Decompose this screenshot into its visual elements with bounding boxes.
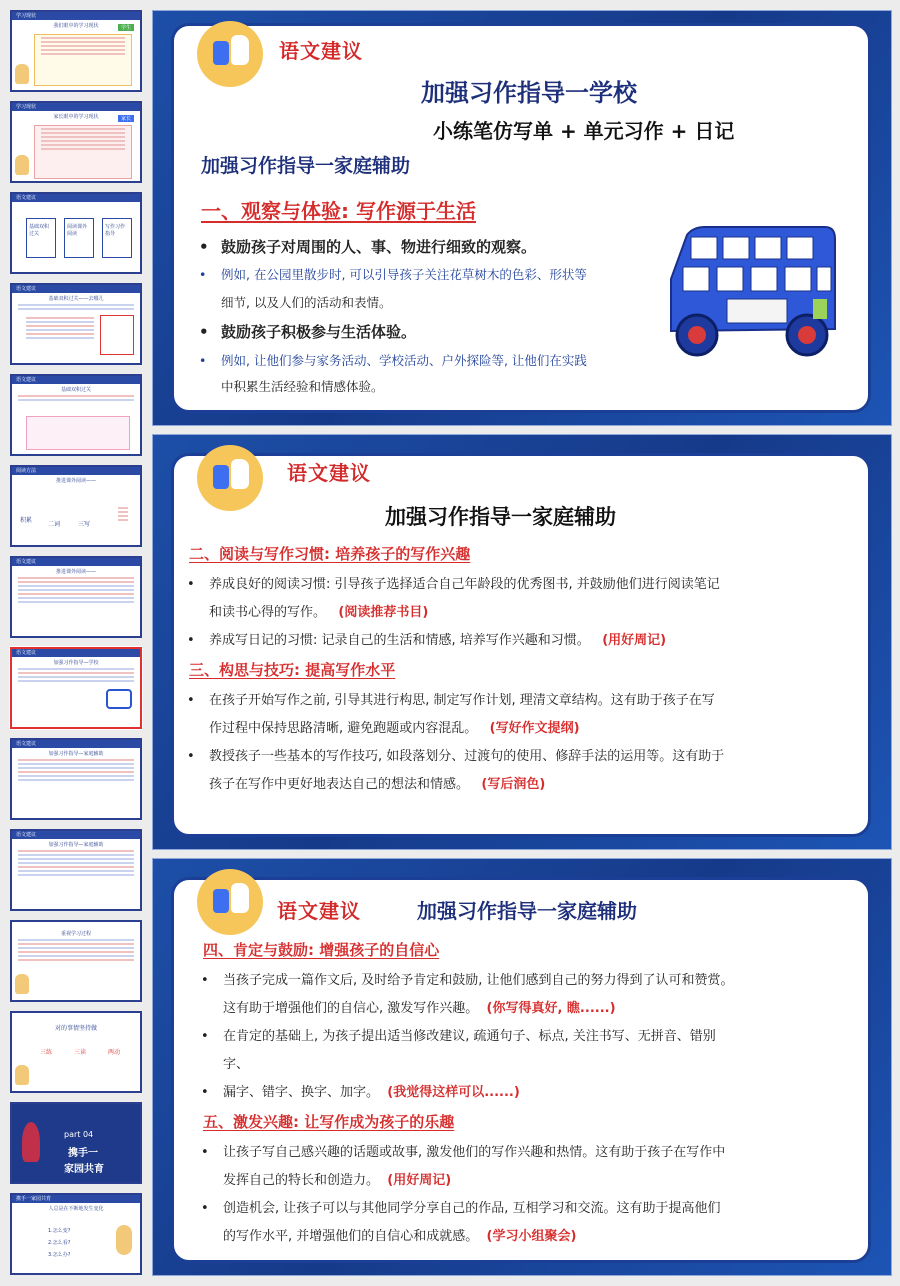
thumb-header: 语文建议 [12, 831, 140, 839]
example-line-cont: 中积累生活经验和情感体验。 [221, 379, 384, 394]
bullet-item: • 让孩子写自己感兴趣的话题或故事, 激发他们的写作兴趣和热情。这有助于孩子在写作中 [201, 1145, 726, 1160]
thumb-card [34, 34, 132, 86]
thumb-header: 携手一家园共育 [12, 1195, 140, 1203]
little-prince-icon [116, 1225, 132, 1255]
red-section-heading: 二、阅读与写作习惯: 培养孩子的写作兴趣 [189, 545, 471, 563]
thumb-text-block [112, 505, 134, 543]
thumb-title: 家长眼中的学习现状 [53, 114, 99, 120]
slide-thumbnail-6[interactable] [10, 465, 142, 547]
thumb-header: 语文建议 [12, 376, 140, 384]
slide-thumbnail-11[interactable] [10, 920, 142, 1002]
cartoon-child-icon [15, 974, 29, 994]
thumb-item: 二词 [48, 521, 61, 528]
slide-thumbnail-4[interactable] [10, 283, 142, 365]
rose-icon [22, 1122, 40, 1162]
part-label: part 04 [64, 1130, 94, 1139]
thumb-box: 阅读课外阅读 [64, 218, 94, 258]
bullet-item: • 在孩子开始写作之前, 引导其进行构思, 制定写作计划, 理清文章结构。这有助于孩子在写 [187, 693, 715, 708]
cartoon-child-icon [15, 1065, 29, 1085]
thumb-header: 学习现状 [12, 103, 140, 111]
thumb-header: 语文建议 [12, 740, 140, 748]
thumb-title: 加强习作指导—家庭辅助 [48, 842, 104, 848]
cartoon-child-icon [15, 155, 29, 175]
thumb-text-block [20, 315, 100, 359]
slide-thumbnail-2[interactable] [10, 101, 142, 183]
red-section-heading: 五、激发兴趣: 让写作成为孩子的乐趣 [203, 1113, 455, 1131]
subheadline: 小练笔仿写单 + 单元习作 + 日记 [433, 119, 735, 143]
thumb-box: 三练 [40, 1049, 53, 1056]
slide-thumbnail-7[interactable] [10, 556, 142, 638]
thumb-card [26, 416, 130, 450]
bullet-item: • 养成良好的阅读习惯: 引导孩子选择适合自己年龄段的优秀图书, 并鼓励他们进行阅读笔记 [187, 577, 720, 592]
slide-thumbnail-3[interactable] [10, 192, 142, 274]
thumb-item: 积累 [20, 517, 33, 524]
slide-thumbnail-9[interactable] [10, 738, 142, 820]
red-section-heading: 三、构思与技巧: 提高写作水平 [189, 661, 396, 679]
section-title: 加强习作指导一家庭辅助 [201, 155, 411, 177]
thumb-line: 3.怎么办? [48, 1252, 71, 1258]
slide-thumbnail-1[interactable] [10, 10, 142, 92]
example-line-cont: 细节, 以及人们的活动和表情。 [221, 295, 392, 310]
bullet-item-cont: 的写作水平, 并增强他们的自信心和成就感。 (学习小组聚会) [223, 1229, 577, 1244]
bullet-item-cont: 和读书心得的写作。 (阅读推荐书目) [209, 605, 429, 620]
bullet-item: • 鼓励孩子积极参与生活体验。 [199, 323, 417, 341]
bullet-item: • 养成写日记的习惯: 记录自己的生活和情感, 培养写作兴趣和习惯。 (用好周记) [187, 633, 667, 648]
thumb-note [100, 315, 134, 355]
thumb-box: 两动 [108, 1049, 121, 1056]
thumb-card [34, 125, 132, 179]
thumb-header: 学习现状 [12, 12, 140, 20]
bullet-item: • 在肯定的基础上, 为孩子提出适当修改建议, 疏通句子、标点, 关注书写、无拼音、错别 [201, 1029, 716, 1044]
slide-2 [152, 434, 892, 850]
red-section-heading: 一、观察与体验: 写作源于生活 [201, 199, 476, 223]
thumb-subtitle: 家园共育 [64, 1164, 104, 1175]
slide-thumbnail-5[interactable] [10, 374, 142, 456]
thumb-line: 1.怎么变? [48, 1228, 71, 1234]
example-line: • 例如, 让他们参与家务活动、学校活动、户外探险等, 让他们在实践 [199, 353, 587, 368]
thumb-tag: 学生 [118, 24, 134, 31]
bus-drawing-icon [657, 219, 841, 367]
thumb-title: 基础双积过关——去哪儿 [48, 296, 104, 302]
slide-thumbnail-8-selected[interactable] [10, 647, 142, 729]
red-section-heading: 四、肯定与鼓励: 增强孩子的自信心 [203, 941, 440, 959]
thumb-title: 我们眼中的学习现状 [53, 23, 99, 29]
thumbs-up-badge-icon [197, 21, 263, 87]
thumb-title: 重视学习过程 [60, 931, 91, 937]
kicker-title: 语文建议 [277, 899, 361, 923]
thumb-header: 语文建议 [12, 649, 140, 657]
slide-1 [152, 10, 892, 426]
slide-thumbnail-10[interactable] [10, 829, 142, 911]
bullet-item-cont: 这有助于增强他们的自信心, 激发写作兴趣。 (你写得真好, 瞧......) [223, 1001, 616, 1016]
thumbs-up-badge-icon [197, 445, 263, 511]
thumb-title: 携手一 [68, 1148, 98, 1159]
thumb-header: 语文建议 [12, 558, 140, 566]
thumb-box: 基础双积过关 [26, 218, 56, 258]
thumb-title: 对的事情坚持做 [54, 1025, 97, 1032]
bullet-item-cont: 发挥自己的特长和创造力。 (用好周记) [223, 1173, 452, 1188]
headline: 加强习作指导一家庭辅助 [417, 899, 637, 923]
thumb-tag: 家长 [118, 115, 134, 122]
slide-3 [152, 858, 892, 1276]
thumb-title: 推进课外阅读—— [55, 478, 96, 484]
bullet-item: • 创造机会, 让孩子可以与其他同学分享自己的作品, 互相学习和交流。这有助于提高他们 [201, 1201, 721, 1216]
thumb-line: 2.怎么看? [48, 1240, 71, 1246]
bullet-item: • 教授孩子一些基本的写作技巧, 如段落划分、过渡句的使用、修辞手法的运用等。这有助于 [187, 749, 725, 764]
bullet-item: • 漏字、错字、换字、加字。 (我觉得这样可以......) [201, 1085, 520, 1100]
thumb-item: 三写 [78, 521, 91, 528]
headline: 加强习作指导一家庭辅助 [385, 505, 616, 529]
bullet-item-cont: 作过程中保持思路清晰, 避免跑题或内容混乱。 (写好作文提纲) [209, 721, 580, 736]
thumb-title: 基础双积过关 [60, 387, 91, 393]
bullet-item-cont: 字、 [223, 1057, 250, 1072]
slide-thumbnail-14[interactable] [10, 1193, 142, 1275]
thumb-box: 三读 [74, 1049, 87, 1056]
kicker-title: 语文建议 [279, 39, 363, 63]
thumb-box: 写作习作指导 [102, 218, 132, 258]
bullet-item: • 当孩子完成一篇作文后, 及时给予肯定和鼓励, 让他们感到自己的努力得到了认可和赞赏。 [201, 973, 734, 988]
thumb-title: 加强习作指导—学校 [53, 660, 99, 666]
cartoon-child-icon [15, 64, 29, 84]
bullet-item-cont: 孩子在写作中更好地表达自己的想法和情感。 (写后润色) [209, 777, 546, 792]
thumb-header: 语文建议 [12, 285, 140, 293]
thumb-header: 语文建议 [12, 194, 140, 202]
slide-thumbnail-12[interactable] [10, 1011, 142, 1093]
bullet-item: • 鼓励孩子对周围的人、事、物进行细致的观察。 [199, 238, 537, 256]
thumb-header: 阅读方法 [12, 467, 140, 475]
thumb-title: 加强习作指导—家庭辅助 [48, 751, 104, 757]
bus-drawing-icon [106, 689, 132, 709]
thumb-title: 推进课外阅读—— [55, 569, 96, 575]
thumb-title: 人总是在不断地发生变化 [48, 1206, 104, 1212]
slide-thumbnail-panel [0, 0, 148, 1286]
headline: 加强习作指导一学校 [421, 79, 637, 107]
kicker-title: 语文建议 [287, 461, 371, 485]
thumbs-up-badge-icon [197, 869, 263, 935]
example-line: • 例如, 在公园里散步时, 可以引导孩子关注花草树木的色彩、形状等 [199, 267, 587, 282]
slide-thumbnail-13[interactable] [10, 1102, 142, 1184]
